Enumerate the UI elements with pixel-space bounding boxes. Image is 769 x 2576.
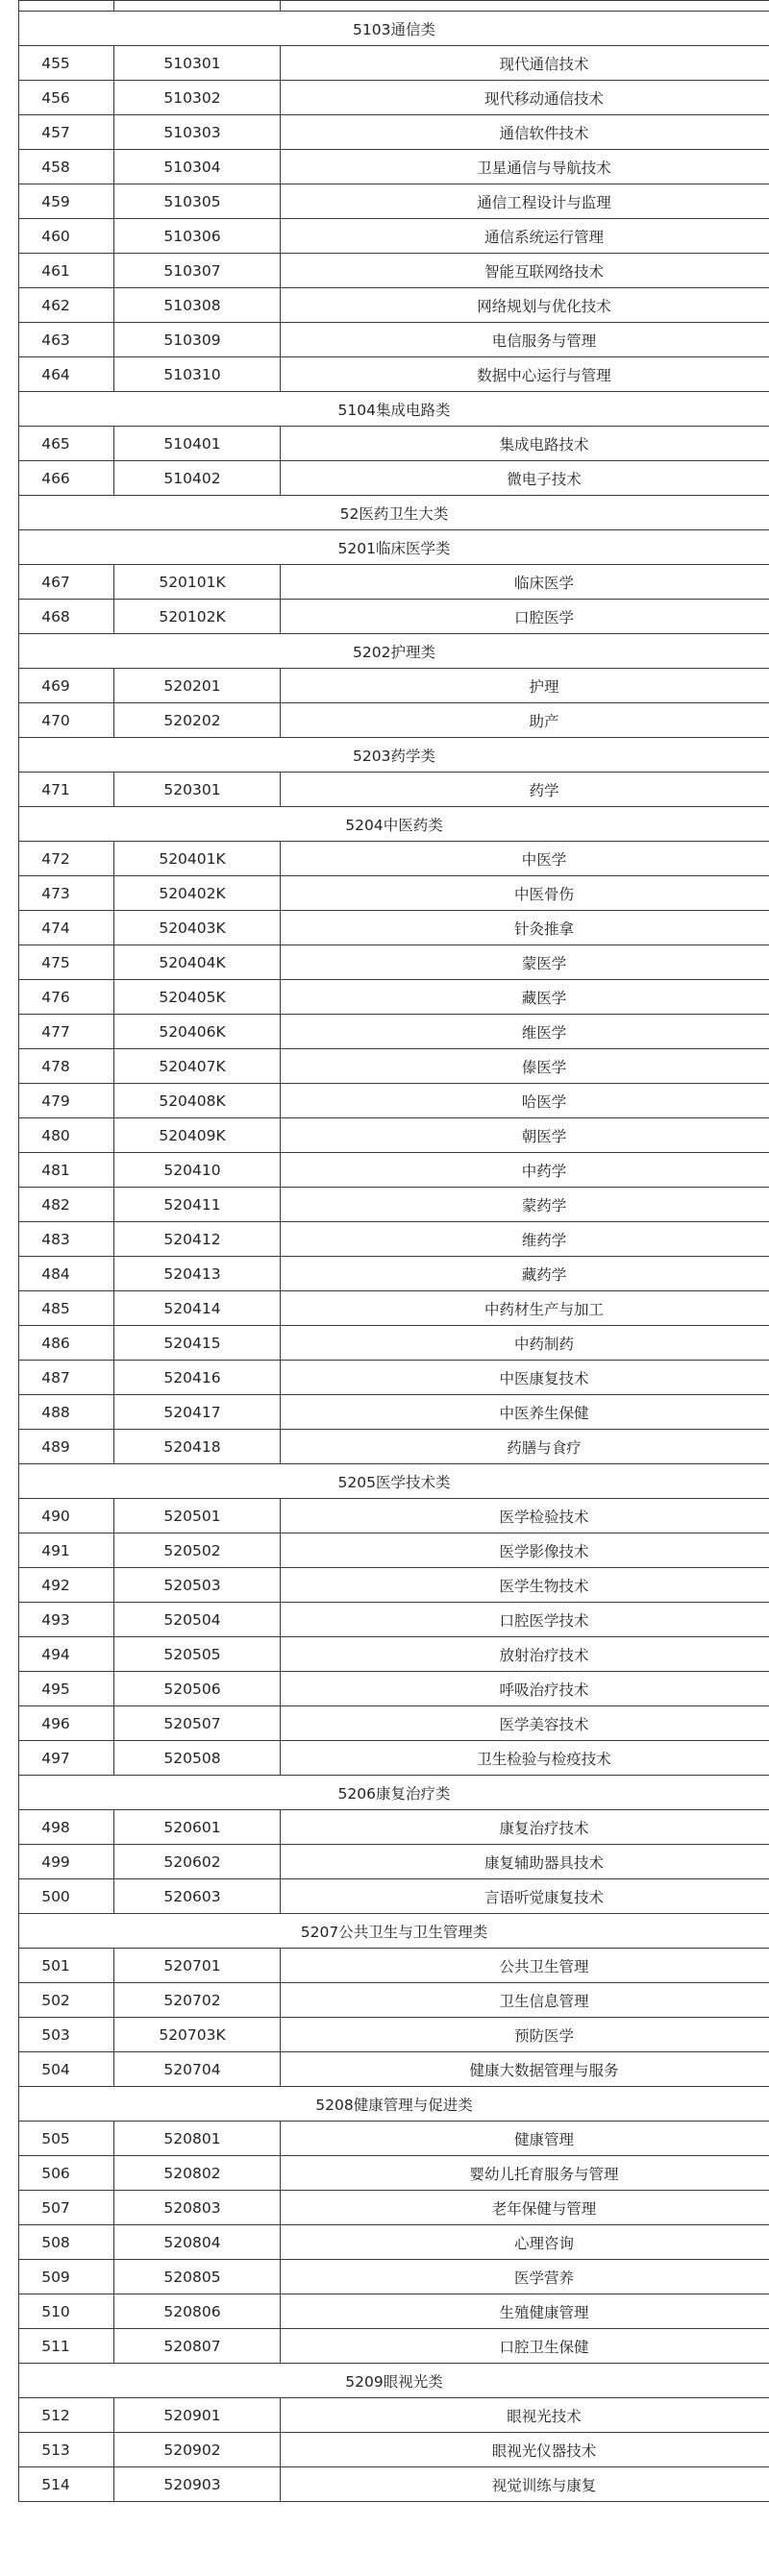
table-row: [19, 2156, 769, 2191]
row-number: 507: [19, 2191, 114, 2225]
table-row: [19, 1845, 769, 1879]
row-number: 460: [19, 219, 114, 254]
row-number: 494: [19, 1637, 114, 1672]
major-name: 婴幼儿托育服务与管理: [281, 2156, 769, 2191]
major-name: 朝医学: [281, 1118, 769, 1153]
row-number: 461: [19, 254, 114, 288]
row-number: 462: [19, 288, 114, 323]
major-code: 520504: [114, 1603, 281, 1637]
table-row: [19, 911, 769, 945]
major-name: 卫生信息管理: [281, 1983, 769, 2018]
major-name: 眼视光技术: [281, 2398, 769, 2433]
major-catalog-table-container: [18, 0, 769, 2502]
row-number: 490: [19, 1499, 114, 1533]
row-number: 495: [19, 1672, 114, 1706]
row-number: 458: [19, 150, 114, 184]
row-number: 508: [19, 2225, 114, 2260]
major-code: 520408K: [114, 1084, 281, 1118]
major-name: 蒙药学: [281, 1188, 769, 1222]
row-number: 503: [19, 2018, 114, 2052]
row-number: 465: [19, 427, 114, 461]
major-name: 藏医学: [281, 980, 769, 1015]
major-code: 520405K: [114, 980, 281, 1015]
row-number: 497: [19, 1741, 114, 1776]
category-label: 5104集成电路类: [19, 392, 769, 427]
major-name: 健康大数据管理与服务: [281, 2052, 769, 2087]
major-code: 520701: [114, 1949, 281, 1983]
row-number: 504: [19, 2052, 114, 2087]
table-row: [19, 46, 769, 81]
major-name: 老年保健与管理: [281, 2191, 769, 2225]
row-number: 459: [19, 184, 114, 219]
major-code: 510306: [114, 219, 281, 254]
row-number: 476: [19, 980, 114, 1015]
table-row: [19, 1533, 769, 1568]
table-row: [19, 945, 769, 980]
table-row: [19, 1326, 769, 1361]
major-name: 药膳与食疗: [281, 1430, 769, 1464]
row-number: 489: [19, 1430, 114, 1464]
major-code: 520803: [114, 2191, 281, 2225]
major-code: 520101K: [114, 565, 281, 600]
table-row: [19, 1395, 769, 1430]
major-code: 520901: [114, 2398, 281, 2433]
table-row: [19, 2433, 769, 2467]
row-number: 467: [19, 565, 114, 600]
major-code: 520301: [114, 773, 281, 807]
top-edge-cell: [114, 1, 281, 12]
major-name: 视觉训练与康复: [281, 2467, 769, 2502]
major-name: 公共卫生管理: [281, 1949, 769, 1983]
major-code: 520501: [114, 1499, 281, 1533]
row-number: 485: [19, 1291, 114, 1326]
category-label: 52医药卫生大类: [19, 496, 769, 530]
category-row: [19, 1464, 769, 1499]
category-row: [19, 12, 769, 46]
major-code: 520807: [114, 2329, 281, 2364]
table-row: [19, 1637, 769, 1672]
table-row: [19, 1015, 769, 1049]
major-name: 助产: [281, 703, 769, 738]
major-name: 维药学: [281, 1222, 769, 1257]
row-number: 474: [19, 911, 114, 945]
table-row: [19, 842, 769, 876]
major-code: 520404K: [114, 945, 281, 980]
table-row: [19, 323, 769, 357]
row-number: 473: [19, 876, 114, 911]
major-code: 520414: [114, 1291, 281, 1326]
row-number: 484: [19, 1257, 114, 1291]
top-edge-cell: [281, 1, 769, 12]
table-row: [19, 2122, 769, 2156]
major-code: 510307: [114, 254, 281, 288]
major-code: 520409K: [114, 1118, 281, 1153]
major-code: 520507: [114, 1706, 281, 1741]
major-name: 通信软件技术: [281, 115, 769, 150]
major-name: 智能互联网络技术: [281, 254, 769, 288]
major-code: 520402K: [114, 876, 281, 911]
row-number: 468: [19, 600, 114, 634]
table-row: [19, 427, 769, 461]
table-row: [19, 150, 769, 184]
major-name: 通信工程设计与监理: [281, 184, 769, 219]
major-code: 520805: [114, 2260, 281, 2294]
table-row: [19, 2467, 769, 2502]
major-code: 520417: [114, 1395, 281, 1430]
table-row: [19, 1257, 769, 1291]
table-top-edge-row: [19, 1, 769, 12]
major-code: 510302: [114, 81, 281, 115]
row-number: 499: [19, 1845, 114, 1879]
table-row: [19, 461, 769, 496]
category-label: 5103通信类: [19, 12, 769, 46]
category-row: [19, 530, 769, 565]
table-row: [19, 1810, 769, 1845]
row-number: 491: [19, 1533, 114, 1568]
major-name: 中药材生产与加工: [281, 1291, 769, 1326]
major-name: 临床医学: [281, 565, 769, 600]
table-row: [19, 184, 769, 219]
table-row: [19, 565, 769, 600]
major-code: 510401: [114, 427, 281, 461]
major-code: 520418: [114, 1430, 281, 1464]
category-label: 5201临床医学类: [19, 530, 769, 565]
major-name: 傣医学: [281, 1049, 769, 1084]
row-number: 466: [19, 461, 114, 496]
major-code: 520406K: [114, 1015, 281, 1049]
major-name: 中医学: [281, 842, 769, 876]
major-name: 卫星通信与导航技术: [281, 150, 769, 184]
major-name: 中医康复技术: [281, 1361, 769, 1395]
row-number: 512: [19, 2398, 114, 2433]
table-row: [19, 1049, 769, 1084]
table-row: [19, 288, 769, 323]
category-label: 5204中医药类: [19, 807, 769, 842]
row-number: 472: [19, 842, 114, 876]
table-row: [19, 2329, 769, 2364]
category-label: 5206康复治疗类: [19, 1776, 769, 1810]
major-code: 510301: [114, 46, 281, 81]
major-name: 医学生物技术: [281, 1568, 769, 1603]
table-row: [19, 1706, 769, 1741]
table-row: [19, 2225, 769, 2260]
row-number: 455: [19, 46, 114, 81]
row-number: 506: [19, 2156, 114, 2191]
category-row: [19, 2087, 769, 2122]
major-name: 医学营养: [281, 2260, 769, 2294]
major-code: 520704: [114, 2052, 281, 2087]
table-row: [19, 1361, 769, 1395]
row-number: 463: [19, 323, 114, 357]
major-name: 中医骨伤: [281, 876, 769, 911]
major-code: 510308: [114, 288, 281, 323]
major-name: 口腔医学: [281, 600, 769, 634]
table-row: [19, 1188, 769, 1222]
row-number: 502: [19, 1983, 114, 2018]
major-code: 520202: [114, 703, 281, 738]
major-code: 520603: [114, 1879, 281, 1914]
table-row: [19, 219, 769, 254]
row-number: 475: [19, 945, 114, 980]
major-code: 510402: [114, 461, 281, 496]
major-name: 生殖健康管理: [281, 2294, 769, 2329]
major-code: 520702: [114, 1983, 281, 2018]
major-code: 520806: [114, 2294, 281, 2329]
major-name: 针灸推拿: [281, 911, 769, 945]
category-row: [19, 738, 769, 773]
row-number: 469: [19, 669, 114, 703]
table-row: [19, 1672, 769, 1706]
major-code: 520505: [114, 1637, 281, 1672]
row-number: 505: [19, 2122, 114, 2156]
category-label: 5209眼视光类: [19, 2364, 769, 2398]
major-code: 520503: [114, 1568, 281, 1603]
major-name: 呼吸治疗技术: [281, 1672, 769, 1706]
table-row: [19, 600, 769, 634]
category-label: 5202护理类: [19, 634, 769, 669]
major-name: 哈医学: [281, 1084, 769, 1118]
table-row: [19, 254, 769, 288]
table-row: [19, 1430, 769, 1464]
major-name: 口腔卫生保健: [281, 2329, 769, 2364]
major-name: 眼视光仪器技术: [281, 2433, 769, 2467]
major-catalog-table: [18, 0, 769, 2502]
major-code: 510304: [114, 150, 281, 184]
major-code: 520506: [114, 1672, 281, 1706]
table-row: [19, 1568, 769, 1603]
table-row: [19, 81, 769, 115]
major-name: 放射治疗技术: [281, 1637, 769, 1672]
category-row: [19, 1776, 769, 1810]
major-name: 医学检验技术: [281, 1499, 769, 1533]
major-code: 520802: [114, 2156, 281, 2191]
major-code: 520804: [114, 2225, 281, 2260]
major-code: 510309: [114, 323, 281, 357]
major-code: 520102K: [114, 600, 281, 634]
row-number: 478: [19, 1049, 114, 1084]
major-code: 510305: [114, 184, 281, 219]
row-number: 500: [19, 1879, 114, 1914]
row-number: 487: [19, 1361, 114, 1395]
major-name: 言语听觉康复技术: [281, 1879, 769, 1914]
table-row: [19, 1983, 769, 2018]
row-number: 464: [19, 357, 114, 392]
major-name: 中医养生保健: [281, 1395, 769, 1430]
major-name: 藏药学: [281, 1257, 769, 1291]
row-number: 477: [19, 1015, 114, 1049]
row-number: 496: [19, 1706, 114, 1741]
table-row: [19, 2052, 769, 2087]
major-code: 520410: [114, 1153, 281, 1188]
row-number: 480: [19, 1118, 114, 1153]
major-code: 520413: [114, 1257, 281, 1291]
table-row: [19, 2191, 769, 2225]
major-code: 510303: [114, 115, 281, 150]
row-number: 479: [19, 1084, 114, 1118]
table-row: [19, 876, 769, 911]
major-name: 网络规划与优化技术: [281, 288, 769, 323]
major-name: 心理咨询: [281, 2225, 769, 2260]
major-code: 520415: [114, 1326, 281, 1361]
row-number: 493: [19, 1603, 114, 1637]
major-name: 微电子技术: [281, 461, 769, 496]
major-code: 520401K: [114, 842, 281, 876]
major-name: 医学美容技术: [281, 1706, 769, 1741]
row-number: 457: [19, 115, 114, 150]
major-name: 康复治疗技术: [281, 1810, 769, 1845]
category-row: [19, 807, 769, 842]
major-code: 520601: [114, 1810, 281, 1845]
row-number: 513: [19, 2433, 114, 2467]
row-number: 514: [19, 2467, 114, 2502]
major-name: 数据中心运行与管理: [281, 357, 769, 392]
major-name: 康复辅助器具技术: [281, 1845, 769, 1879]
row-number: 501: [19, 1949, 114, 1983]
major-name: 维医学: [281, 1015, 769, 1049]
major-code: 520403K: [114, 911, 281, 945]
category-row: [19, 634, 769, 669]
major-code: 520602: [114, 1845, 281, 1879]
major-code: 520508: [114, 1741, 281, 1776]
table-row: [19, 2018, 769, 2052]
major-name: 集成电路技术: [281, 427, 769, 461]
major-code: 520412: [114, 1222, 281, 1257]
row-number: 509: [19, 2260, 114, 2294]
major-name: 护理: [281, 669, 769, 703]
table-row: [19, 773, 769, 807]
row-number: 481: [19, 1153, 114, 1188]
table-row: [19, 1499, 769, 1533]
major-name: 中药制药: [281, 1326, 769, 1361]
major-name: 现代移动通信技术: [281, 81, 769, 115]
category-label: 5208健康管理与促进类: [19, 2087, 769, 2122]
row-number: 486: [19, 1326, 114, 1361]
major-code: 520201: [114, 669, 281, 703]
table-row: [19, 2260, 769, 2294]
major-code: 510310: [114, 357, 281, 392]
major-code: 520903: [114, 2467, 281, 2502]
category-label: 5203药学类: [19, 738, 769, 773]
table-row: [19, 2398, 769, 2433]
row-number: 498: [19, 1810, 114, 1845]
table-row: [19, 1879, 769, 1914]
major-name: 蒙医学: [281, 945, 769, 980]
table-row: [19, 1084, 769, 1118]
table-row: [19, 1603, 769, 1637]
major-code: 520407K: [114, 1049, 281, 1084]
category-row: [19, 392, 769, 427]
major-code: 520411: [114, 1188, 281, 1222]
category-label: 5207公共卫生与卫生管理类: [19, 1914, 769, 1949]
major-code: 520902: [114, 2433, 281, 2467]
major-name: 电信服务与管理: [281, 323, 769, 357]
row-number: 510: [19, 2294, 114, 2329]
major-code: 520502: [114, 1533, 281, 1568]
category-row: [19, 1914, 769, 1949]
table-row: [19, 1118, 769, 1153]
row-number: 511: [19, 2329, 114, 2364]
table-row: [19, 669, 769, 703]
row-number: 470: [19, 703, 114, 738]
row-number: 471: [19, 773, 114, 807]
row-number: 483: [19, 1222, 114, 1257]
major-name: 中药学: [281, 1153, 769, 1188]
major-name: 口腔医学技术: [281, 1603, 769, 1637]
major-code: 520416: [114, 1361, 281, 1395]
major-name: 现代通信技术: [281, 46, 769, 81]
table-row: [19, 1949, 769, 1983]
table-row: [19, 1741, 769, 1776]
table-row: [19, 1222, 769, 1257]
table-body: [19, 1, 769, 2502]
major-name: 药学: [281, 773, 769, 807]
major-name: 医学影像技术: [281, 1533, 769, 1568]
table-row: [19, 1153, 769, 1188]
major-code: 520703K: [114, 2018, 281, 2052]
row-number: 456: [19, 81, 114, 115]
category-row: [19, 2364, 769, 2398]
table-row: [19, 1291, 769, 1326]
major-name: 通信系统运行管理: [281, 219, 769, 254]
table-row: [19, 2294, 769, 2329]
major-name: 健康管理: [281, 2122, 769, 2156]
top-edge-cell: [19, 1, 114, 12]
major-name: 卫生检验与检疫技术: [281, 1741, 769, 1776]
major-code: 520801: [114, 2122, 281, 2156]
category-row: [19, 496, 769, 530]
table-row: [19, 980, 769, 1015]
row-number: 488: [19, 1395, 114, 1430]
category-label: 5205医学技术类: [19, 1464, 769, 1499]
table-row: [19, 703, 769, 738]
row-number: 482: [19, 1188, 114, 1222]
table-row: [19, 115, 769, 150]
major-name: 预防医学: [281, 2018, 769, 2052]
row-number: 492: [19, 1568, 114, 1603]
table-row: [19, 357, 769, 392]
